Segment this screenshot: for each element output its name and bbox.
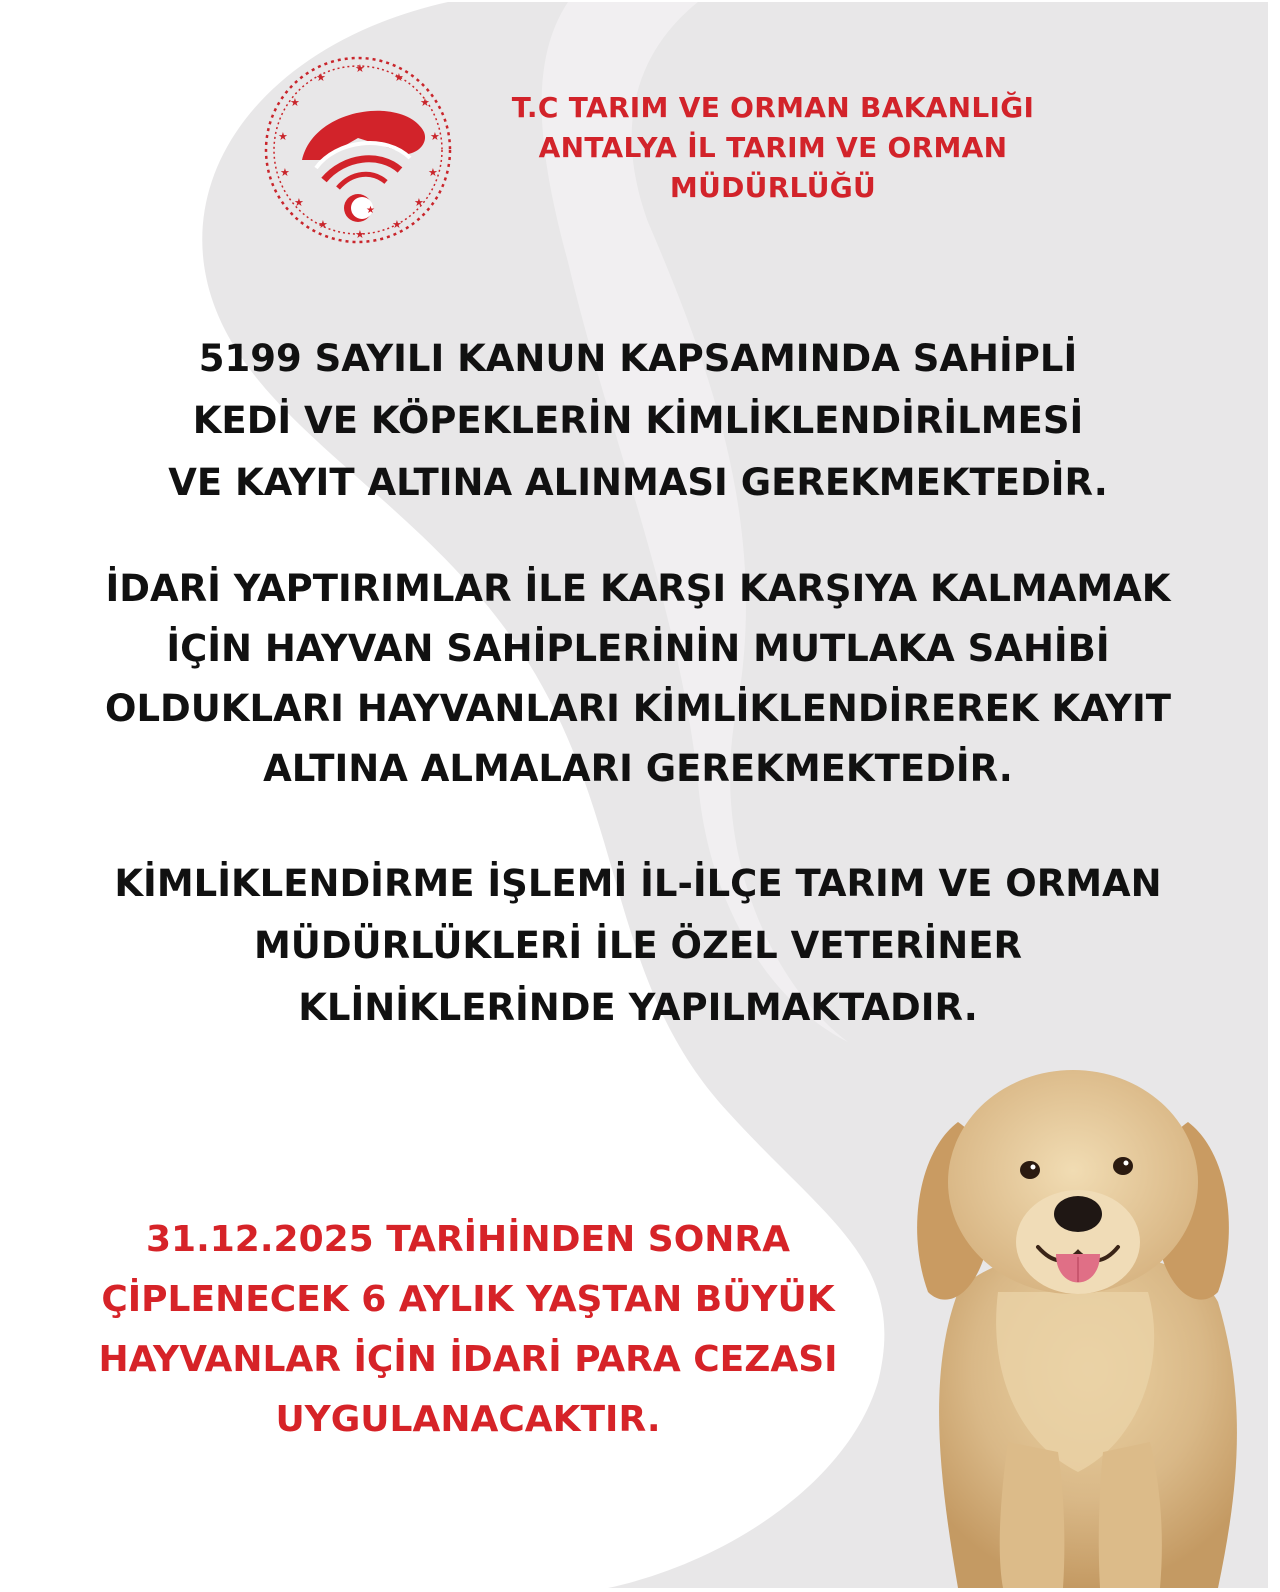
text-line: 5199 SAYILI KANUN KAPSAMINDA SAHİPLİ (198, 337, 1078, 380)
identification-location-paragraph (28, 853, 1248, 1039)
svg-text:★: ★ (414, 196, 424, 209)
svg-text:★: ★ (392, 218, 402, 231)
svg-text:★: ★ (290, 96, 300, 109)
svg-text:★: ★ (294, 196, 304, 209)
text-line: İDARİ YAPTIRIMLAR İLE KARŞI KARŞIYA KALMAMAK (105, 567, 1171, 610)
svg-text:★: ★ (318, 218, 328, 231)
text-line: MÜDÜRLÜKLERİ İLE ÖZEL VETERİNER (253, 924, 1022, 967)
text-line: İÇİN HAYVAN SAHİPLERİNİN MUTLAKA SAHİBİ (166, 627, 1110, 670)
svg-text:★: ★ (278, 130, 288, 143)
text-line: KİMLİKLENDİRME İŞLEMİ İL-İLÇE TARIM VE ORMAN (114, 862, 1162, 905)
ministry-emblem-icon (258, 48, 468, 248)
warning-line: ÇİPLENECEK 6 AYLIK YAŞTAN BÜYÜK (101, 1279, 835, 1320)
svg-text:★: ★ (394, 71, 404, 84)
svg-text:★: ★ (316, 71, 326, 84)
text-line: ALTINA ALMALARI GEREKMEKTEDİR. (263, 747, 1013, 790)
svg-text:★: ★ (366, 205, 375, 216)
warning-line: UYGULANACAKTIR. (275, 1399, 661, 1440)
golden-retriever-image (888, 1042, 1268, 1588)
announcement-poster (8, 2, 1268, 1588)
svg-text:★: ★ (355, 228, 365, 241)
svg-text:★: ★ (428, 166, 438, 179)
text-line: KEDİ VE KÖPEKLERİN KİMLİKLENDİRİLMESİ (192, 399, 1084, 442)
fine-warning (28, 1210, 908, 1450)
org-title-line: MÜDÜRLÜĞÜ (669, 171, 877, 204)
org-title-line: ANTALYA İL TARIM VE ORMAN (538, 131, 1008, 164)
warning-line: 31.12.2025 TARİHİNDEN SONRA (145, 1219, 791, 1260)
organization-title (478, 88, 1068, 208)
text-line: VE KAYIT ALTINA ALINMASI GEREKMEKTEDİR. (168, 461, 1108, 504)
svg-text:★: ★ (420, 96, 430, 109)
svg-text:★: ★ (430, 130, 440, 143)
text-line: KLİNİKLERİNDE YAPILMAKTADIR. (298, 986, 978, 1029)
sanctions-paragraph (28, 559, 1248, 799)
svg-text:★: ★ (280, 166, 290, 179)
law-notice-paragraph (28, 328, 1248, 514)
warning-line: HAYVANLAR İÇİN İDARİ PARA CEZASI (98, 1339, 838, 1380)
text-line: OLDUKLARI HAYVANLARI KİMLİKLENDİREREK KAYIT (105, 687, 1171, 730)
org-title-line: T.C TARIM VE ORMAN BAKANLIĞI (511, 91, 1035, 124)
svg-text:★: ★ (355, 62, 365, 75)
